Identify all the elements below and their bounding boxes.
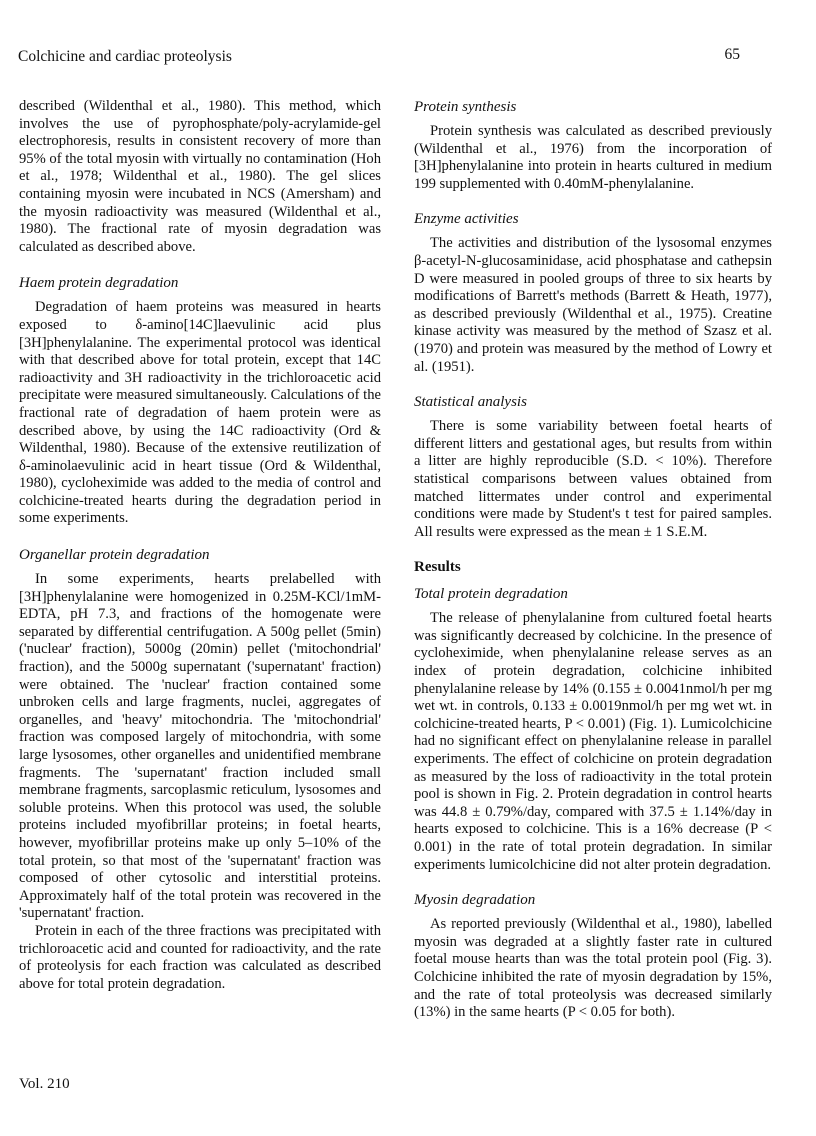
- heading-myosin-degradation: Myosin degradation: [414, 892, 536, 909]
- running-title: Colchicine and cardiac proteolysis: [18, 48, 232, 65]
- paragraph-myosin-degradation: As reported previously (Wildenthal et al., 1980), labelled myosin was degraded at a slightly faster rate in cultured foetal mouse hearts than was the total protein pool (Fig. 3). Colchicine inhibited the rate of myosin degradation by 15%, and the rate of total proteolysis was decreased similarly (13%) in the same hearts (P < 0.05 for both).: [414, 916, 772, 1021]
- heading-enzyme-activities: Enzyme activities: [414, 211, 519, 228]
- heading-results: Results: [414, 559, 461, 576]
- volume-footer: Vol. 210: [19, 1076, 70, 1092]
- paragraph-enzyme-activities: The activities and distribution of the lysosomal enzymes β-acetyl-N-glucosaminidase, acid phosphatase and cathepsin D were measured in pooled groups of three to six hearts by modifications of Barrett's methods (Barrett & Heath, 1977), as described previously (Wildenthal et al., 1975). Creatine kinase activity was measured by the method of Szasz et al. (1970) and protein was measured by the method of Lowry et al. (1951).: [414, 235, 772, 375]
- heading-organellar-protein-degradation: Organellar protein degradation: [19, 547, 210, 564]
- right-column: [414, 98, 772, 1022]
- left-column: [19, 98, 381, 993]
- heading-protein-synthesis: Protein synthesis: [414, 99, 517, 115]
- page-number: 65: [724, 46, 740, 63]
- heading-haem-protein-degradation: Haem protein degradation: [19, 275, 179, 292]
- paragraph-statistical-analysis: There is some variability between foetal hearts of different litters and gestational ages, but results from within a litter are highly reproducible (S.D. < 10%). Therefore statistical comparisons between values obtained from matched littermates under control and experimental conditions were made by Student's t test for paired samples. All results were expressed as the mean ± 1 S.E.M.: [414, 418, 772, 540]
- paragraph-total-protein-degradation: The release of phenylalanine from cultured foetal hearts was significantly decreased by colchicine. In the presence of cycloheximide, when phenylalanine release serves as an index of protein degradation, colchicine inhibited phenylalanine release by 14% (0.155 ± 0.0041nmol/h per mg wet wt. in controls, 0.133 ± 0.0019nmol/h per mg wet wt. in colchicine-treated hearts, P < 0.001) (Fig. 1). Lumicolchicine had no significant effect on phenylalanine release in parallel experiments. The effect of colchicine on protein degradation as measured by the loss of radioactivity in the total protein pool is shown in Fig. 2. Protein degradation in control hearts was 44.8 ± 0.79%/day, compared with 37.5 ± 1.14%/day in hearts exposed to colchicine. This is a 16% decrease (P < 0.001) in the rate of total protein degradation. In similar experiments lumicolchicine did not alter protein degradation.: [414, 610, 772, 873]
- heading-statistical-analysis: Statistical analysis: [414, 394, 527, 411]
- paragraph-myosin-method: described (Wildenthal et al., 1980). This method, which involves the use of pyrophosphate/poly-acrylamide-gel electrophoresis, results in consistent recovery of more than 95% of the total myosin with virtually no contamination (Hoh et al., 1978; Wildenthal et al., 1980). The gel slices containing myosin were incubated in NCS (Amersham) and the myosin radioactivity was measured (Wildenthal et al., 1980). The fractional rate of myosin degradation was calculated as described above.: [19, 98, 381, 255]
- paragraph-fraction-proteolysis: Protein in each of the three fractions was precipitated with trichloroacetic acid and counted for radioactivity, and the rate of proteolysis for each fraction was calculated as described above for total protein degradation.: [19, 922, 381, 992]
- paragraph-haem-protein: Degradation of haem proteins was measured in hearts exposed to δ-amino[14C]laevulinic acid plus [3H]phenylalanine. The experimental protocol was identical with that described above for total protein, except that 14C radioactivity and 3H radioactivity in the trichloroacetic acid precipitate were measured simultaneously. Calculations of the fractional rate of degradation of haem protein were as described above, by using the 14C radioactivity (Ord & Wildenthal, 1980). Because of the extensive reutilization of δ-aminolaevulinic acid in heart tissue (Ord & Wildenthal, 1980), cycloheximide was added to the media of control and colchicine-treated hearts during the degradation period in some experiments.: [19, 299, 381, 527]
- heading-total-protein-degradation: Total protein degradation: [414, 586, 568, 603]
- paragraph-protein-synthesis: Protein synthesis was calculated as described previously (Wildenthal et al., 1976) from the incorporation of [3H]phenylalanine into protein in hearts cultured in medium 199 supplemented with 0.40mM-phenylalanine.: [414, 123, 772, 192]
- paragraph-organellar-protein: In some experiments, hearts prelabelled with [3H]phenylalanine were homogenized in 0.25M-KCl/1mM-EDTA, pH 7.3, and fractions of the homogenate were separated by differential centrifugation. A 500g pellet (5min) ('nuclear' fraction), 5000g (20min) pellet ('mitochondrial' fraction), and the 5000g supernatant ('supernatant' fraction) were obtained. The 'nuclear' fraction contained some unbroken cells and large fragments, nuclei, aggregates of organelles, and 'heavy' mitochondria. The 'mitochondrial' fraction was composed largely of mitochondria, with some large lysosomes, other organelles and unidentified membrane fragments. The 'supernatant' fraction included small membrane fragments, sarcoplasmic reticulum, lysosomes and soluble proteins. When this protocol was used, the soluble proteins included myofibrillar proteins; in foetal hearts, however, myofibrillar proteins make up only 5–10% of the total protein, so that most of the 'supernatant' fraction was composed of other cytosolic and interstitial proteins. Approximately half of the total protein was recovered in the 'supernatant' fraction.: [19, 571, 381, 922]
- running-header: [18, 42, 740, 66]
